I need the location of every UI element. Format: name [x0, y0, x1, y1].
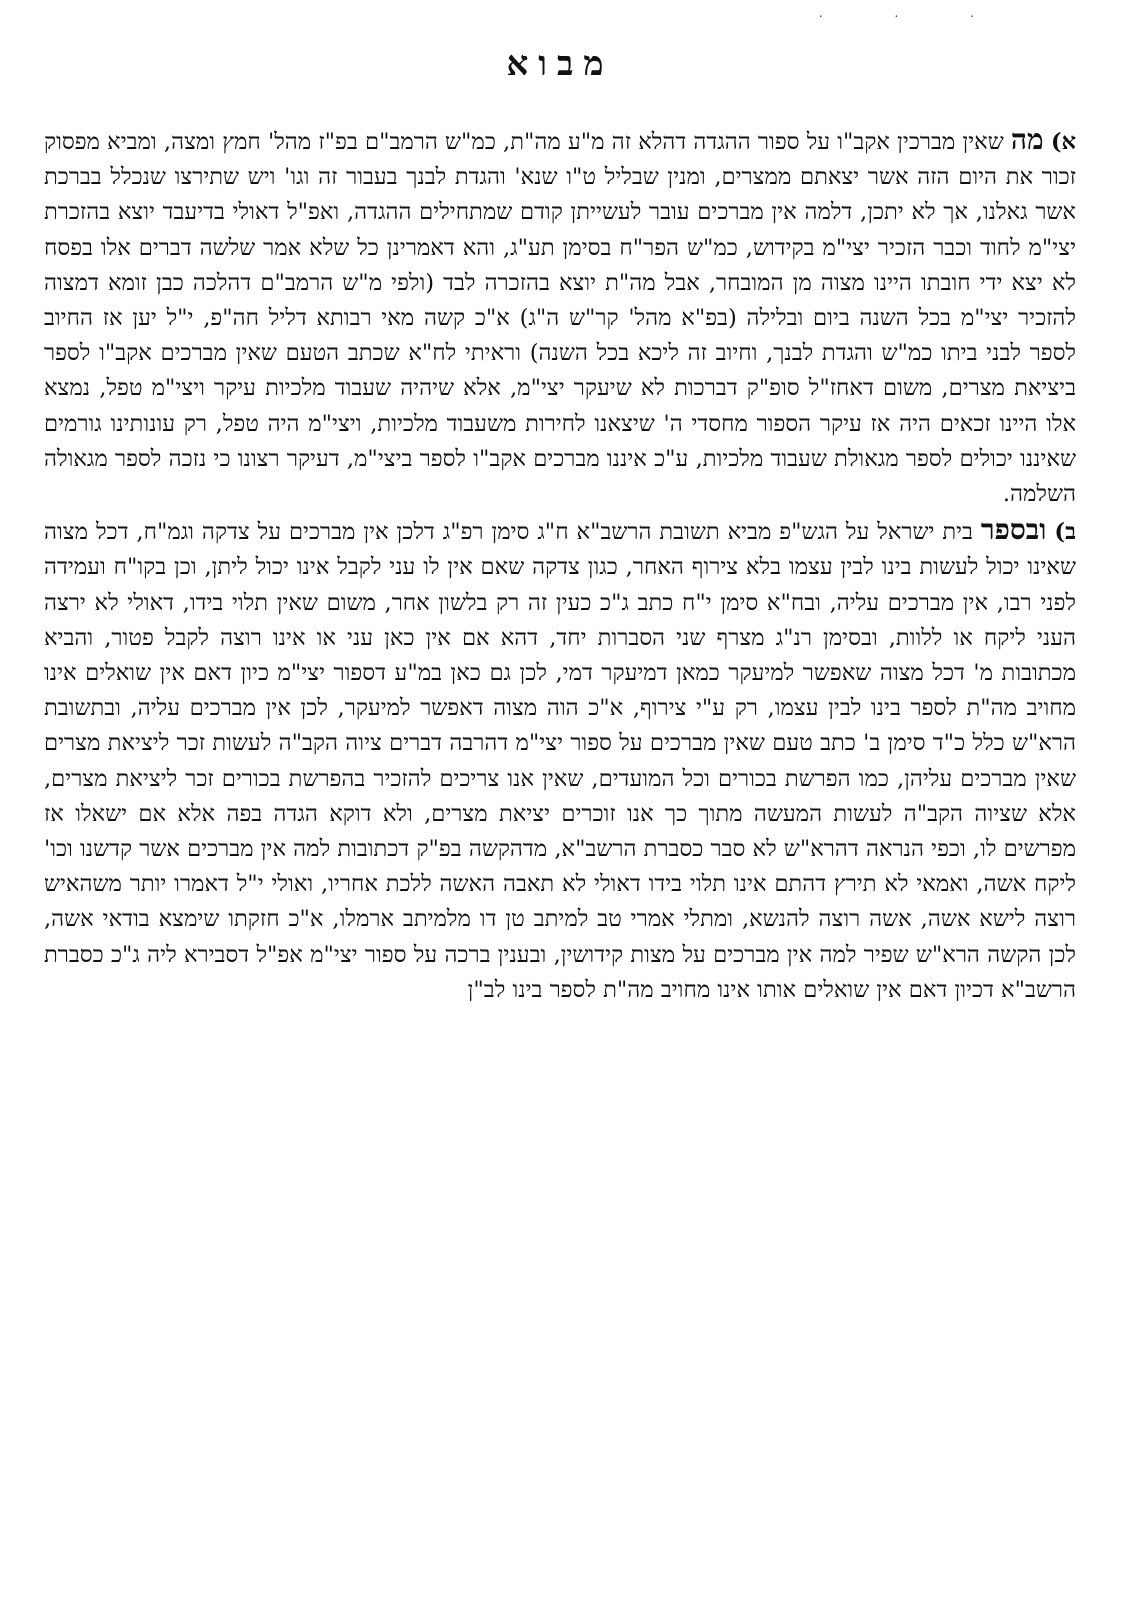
paragraph-text: שאין מברכין אקב"ו על ספור ההגדה דהלא זה מ"ע מה"ת, כמ"ש הרמב"ם בפ"ז מהל' חמץ ומצה, ומביא מפסוק זכור את היום הזה אשר יצאתם ממצרים, ומנין שבליל ט"ו שנא' והגדת לבנך בעבור זה וגו' ויש שתירצו שנכלל בברכת אשר גאלנו, אך לא יתכן, דלמה אין מברכים עובר לעשייתן קודם שמתחילים ההגדה, ואפ"ל דאולי בדיעבד יוצא בהזכרת יצי"מ לחוד וכבר הזכיר יצי"מ בקידוש, כמ"ש הפר"ח בסימן תע"ג, והא דאמרינן כל שלא אמר שלשה דברים אלו בפסח לא יצא ידי חובתו היינו מצוה מן המובחר, אבל מה"ת יוצא בהזכרה לבד (ולפי מ"ש הרמב"ם דהלכה כבן זומא דמצוה להזכיר יצי"מ בכל השנה ביום ובלילה (בפ"א מהל' קר"ש ה"ג) א"כ קשה מאי רבותא דליל חה"פ, י"ל יען אז החיוב לספר לבני ביתו כמ"ש והגדת לבנך, וחיוב זה ליכא בכל השנה) וראיתי לח"א שכתב הטעם שאין מברכים אקב"ו לספר ביציאת מצרים, משום דאחז"ל סופ"ק דברכות לא שיעקר יצי"מ, אלא שיהיה שעבוד מלכיות עיקר ויצי"מ טפל, נמצא אלו היינו זכאים היה אז עיקר הספור מחסדי ה' שיצאנו לחירות משעבוד מלכיות, ויצי"מ היה טפל, רק עונותינו גורמים שאיננו יכולים לספר מגאולת שעבוד מלכיות, ע"כ איננו מברכים אקב"ו לספר ביצי"מ, דעיקר רצונו כי נזכה לספר מגאולה השלמה.	[44, 129, 1076, 508]
corner-marks: . . .	[818, 6, 1008, 20]
paragraph-marker: ב)	[1054, 519, 1076, 546]
paragraph-lead-word: מה	[1010, 123, 1044, 156]
paragraph-text: בית ישראל על הגש"פ מביא תשובת הרשב"א ח"ג סימן רפ"ג דלכן אין מברכים על צדקה וגמ"ח, דכל מצוה שאינו יכול לעשות בינו לבין עצמו בלא צירוף האחר, כגון צדקה שאם אין לו עני לקבל אינו יכול ליתן, וכן בקו"ח ועמידה לפני רבו, אין מברכים עליה, ובח"א סימן י"ח כתב ג"כ כעין זה רק בלשון אחר, משום שאין תלוי בידו, דאולי לא ירצה העני ליקח או ללוות, ובסימן רנ"ג מצרף שני הסברות יחד, דהא אם אין כאן עני או אינו רוצה לקבל פטור, והביא מכתובות מ' דכל מצוה שאפשר למיעקר כמאן דמיעקר דמי, לכן גם כאן במ"ע דספור יצי"מ כיון דאם אין שואלים אינו מחויב מה"ת לספר בינו לבין עצמו, רק ע"י צירוף, א"כ הוה מצוה דאפשר למיעקר, לכן אין מברכים עליה, ובתשובת הרא"ש כלל כ"ד סימן ב' כתב טעם שאין מברכים על ספור יצי"מ דהרבה דברים ציוה הקב"ה לעשות זכר ליציאת מצרים שאין מברכים עליהן, כמו הפרשת בכורים וכל המועדים, שאין אנו צריכים להזכיר בהפרשת בכורים זכר ליציאת מצרים, אלא שציוה הקב"ה לעשות המעשה מתוך כך אנו זוכרים יציאת מצרים, ולא דוקא הגדה בפה אלא אם ישאלו אז מפרשים לו, וכפי הנראה דהרא"ש לא סבר כסברת הרשב"א, מדהקשה בפ"ק דכתובות למה אין מברכים אשר קדשנו וכו' ליקח אשה, ואמאי לא תירץ דהתם אינו תלוי בידו דאולי לא תאבה האשה ללכת אחריו, ואולי י"ל דאמרו יותר משהאיש רוצה לישא אשה, אשה רוצה להנשא, ומתלי אמרי טב למיתב טן דו מלמיתב ארמלו, א"כ חזקתו שימצא בודאי אשה, לכן הקשה הרא"ש שפיר למה אין מברכים על מצות קידושין, ובענין ברכה על ספור יצי"מ אפ"ל דסבירא ליה ג"כ כסברת הרשב"א דכיון דאם אין שואלים אותו אינו מחויב מה"ת לספר בינו לב"ן	[44, 519, 1076, 1003]
paragraph-bet	[44, 512, 1076, 1008]
paragraph-aleph	[44, 122, 1076, 512]
paragraph-marker: א)	[1050, 129, 1077, 155]
paragraph-lead-word: ובספר	[980, 513, 1047, 547]
page-title: מבוא	[506, 44, 614, 84]
